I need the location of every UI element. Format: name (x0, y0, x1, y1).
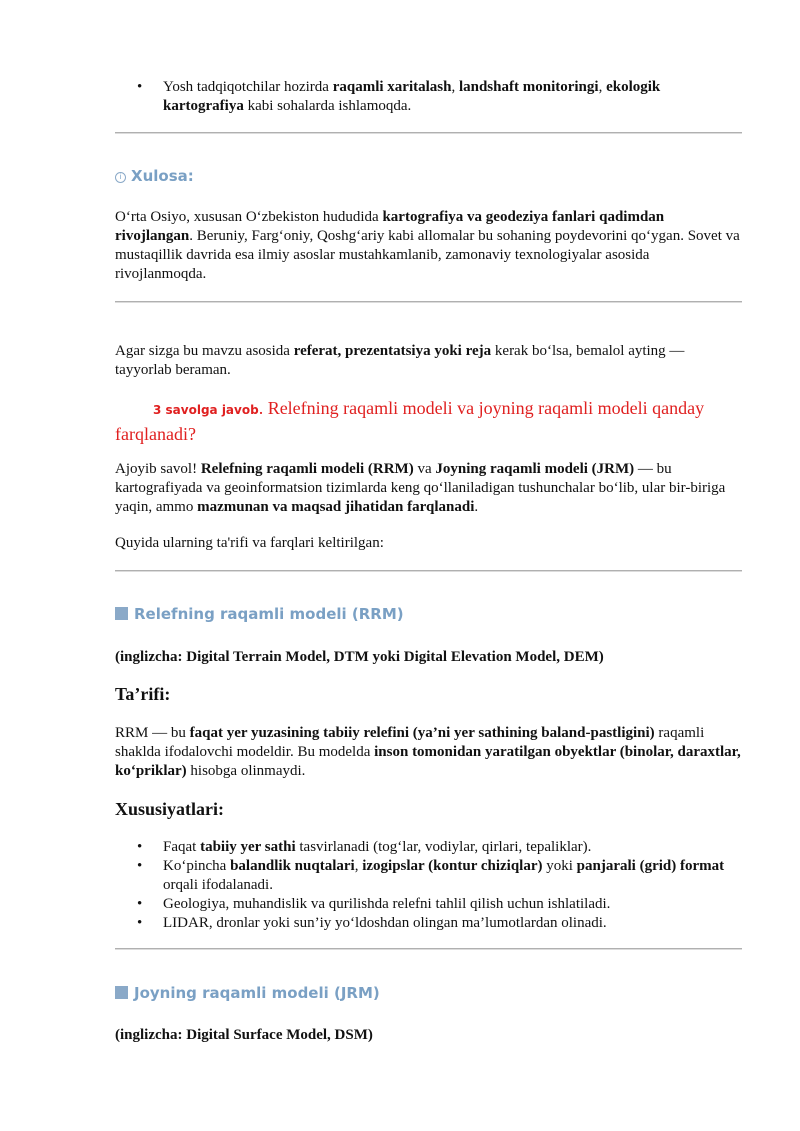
jrm-heading: Joyning raqamli modeli (JRM) (115, 984, 380, 1002)
square-icon (115, 986, 128, 999)
rrm-features-list (115, 838, 743, 933)
bullet-icon: • (137, 915, 143, 931)
conclusion-paragraph: O‘rta Osiyo, xususan O‘zbekiston hududida kartografiya va geodeziya fanlari qadimdan rivojlangan. Beruniy, Farg‘oniy, Qoshg‘ariy kabi allomalar bu sohaning poydevorini qo‘ygan. Sovet va mustaqillik davrida esa ilmiy asoslar mustahkamlanib, zamonaviy texnologiyalar asosida rivojlanmoqda. (115, 209, 740, 282)
list-item: • LIDAR, dronlar yoki sun’iy yo‘ldoshdan olingan ma’lumotlardan olinadi. (137, 915, 607, 931)
rrm-definition: RRM — bu faqat yer yuzasining tabiiy relefini (ya’ni yer sathining baland-pastligini) raqamli shaklda ifodalovchi modeldir. Bu modelda inson tomonidan yaratilgan obyektlar (binolar, daraxtlar, ko‘priklar) hisobga olinmaydi. (115, 725, 741, 779)
bullet-icon: • (137, 858, 143, 874)
rrm-heading: Relefning raqamli modeli (RRM) (115, 605, 404, 623)
answer-followup: Quyida ularning ta'rifi va farqlari keltirilgan: (115, 535, 384, 551)
divider (115, 132, 742, 134)
list-item: • Ko‘pincha balandlik nuqtalari, izogipslar (kontur chiziqlar) yoki panjarali (grid) format orqali ifodalanadi. (137, 858, 725, 893)
rrm-definition-heading: Ta’rifi: (115, 684, 171, 704)
conclusion-heading: i Xulosa: (115, 167, 194, 185)
divider (115, 570, 742, 572)
intro-bullet-list (115, 78, 743, 116)
jrm-english-name: (inglizcha: Digital Surface Model, DSM) (115, 1027, 373, 1043)
divider (115, 301, 742, 303)
question-heading: 3 savolga javob. Relefning raqamli modeli va joyning raqamli modeli qanday farqlanadi? (115, 398, 705, 444)
divider (115, 948, 742, 950)
info-icon: i (115, 172, 126, 183)
bullet-icon: • (137, 79, 143, 95)
list-item: • Faqat tabiiy yer sathi tasvirlanadi (tog‘lar, vodiylar, qirlari, tepaliklar). (137, 839, 592, 855)
list-item: • Yosh tadqiqotchilar hozirda raqamli xaritalash, landshaft monitoringi, ekologik kartografiya kabi sohalarda ishlamoqda. (137, 79, 661, 114)
offer-paragraph: Agar sizga bu mavzu asosida referat, prezentatsiya yoki reja kerak bo‘lsa, bemalol ayting — tayyorlab beraman. (115, 343, 685, 378)
rrm-english-name: (inglizcha: Digital Terrain Model, DTM yoki Digital Elevation Model, DEM) (115, 649, 604, 665)
bullet-icon: • (137, 896, 143, 912)
answer-paragraph: Ajoyib savol! Relefning raqamli modeli (RRM) va Joyning raqamli modeli (JRM) — bu kartografiyada va geoinformatsion tizimlarda keng qo‘llaniladigan tushunchalar bo‘lib, ular bir-biriga yaqin, ammo mazmunan va maqsad jihatidan farqlanadi. (115, 461, 726, 515)
list-item: • Geologiya, muhandislik va qurilishda relefni tahlil qilish uchun ishlatiladi. (137, 896, 611, 912)
question-label: 3 savolga javob (153, 403, 259, 417)
rrm-features-heading: Xususiyatlari: (115, 799, 225, 819)
bullet-icon: • (137, 839, 143, 855)
square-icon (115, 607, 128, 620)
